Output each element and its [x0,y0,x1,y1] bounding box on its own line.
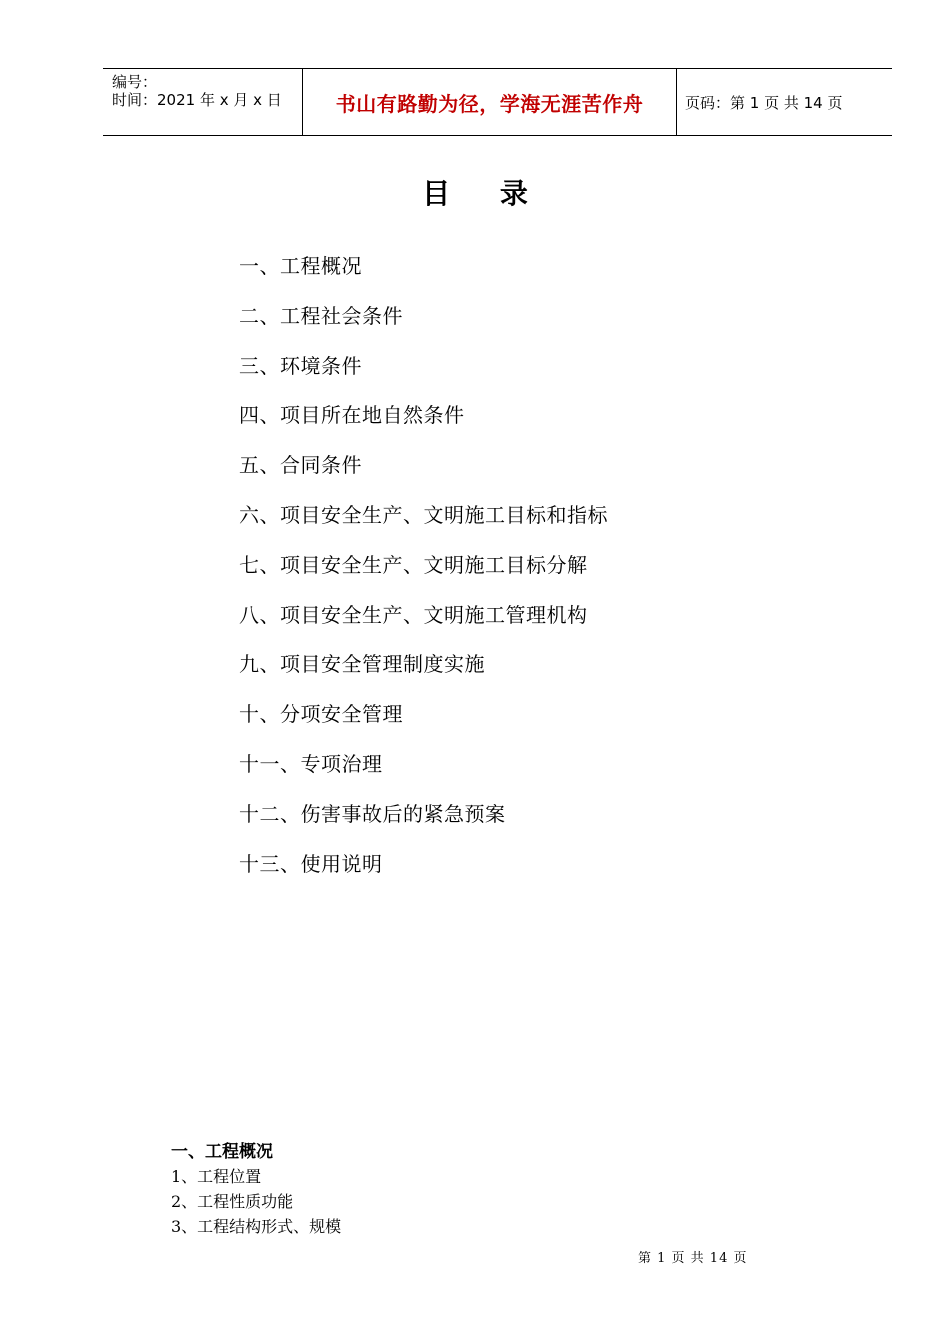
section-item: 1、工程位置 [171,1167,262,1186]
section-item: 2、工程性质功能 [171,1192,294,1211]
toc-item[interactable]: 九、项目安全管理制度实施 [239,652,485,677]
header-meta-cell [103,69,303,135]
toc-item[interactable]: 十三、使用说明 [239,851,383,876]
toc-item[interactable]: 四、项目所在地自然条件 [239,403,465,428]
toc-item[interactable]: 一、工程概况 [239,254,362,278]
section-item: 3、工程结构形式、规模 [171,1217,342,1236]
section-overview [171,1140,341,1239]
document-date: 时间：2021 年 x 月 x 日 [112,91,282,109]
header-page-info: 页码：第 1 页 共 14 页 [685,93,843,112]
toc-item[interactable]: 十、分项安全管理 [239,702,403,727]
table-of-contents [239,254,608,901]
toc-item[interactable]: 二、工程社会条件 [239,303,403,328]
toc-title: 目 录 [422,177,548,210]
page-header [103,68,892,136]
header-page-cell [677,69,892,135]
page-footer: 第 1 页 共 14 页 [638,1251,748,1266]
document-number-label: 编号： [112,73,158,91]
toc-item[interactable]: 八、项目安全生产、文明施工管理机构 [239,602,588,627]
section-heading: 一、工程概况 [171,1142,273,1162]
toc-item[interactable]: 五、合同条件 [239,453,362,478]
toc-item[interactable]: 十二、伤害事故后的紧急预案 [239,801,506,826]
toc-item[interactable]: 三、环境条件 [239,353,362,378]
header-motto: 书山有路勤为径，学海无涯苦作舟 [335,91,644,116]
header-motto-cell [303,69,677,135]
toc-item[interactable]: 七、项目安全生产、文明施工目标分解 [239,552,588,577]
toc-item[interactable]: 十一、专项治理 [239,751,383,776]
toc-item[interactable]: 六、项目安全生产、文明施工目标和指标 [239,502,608,527]
